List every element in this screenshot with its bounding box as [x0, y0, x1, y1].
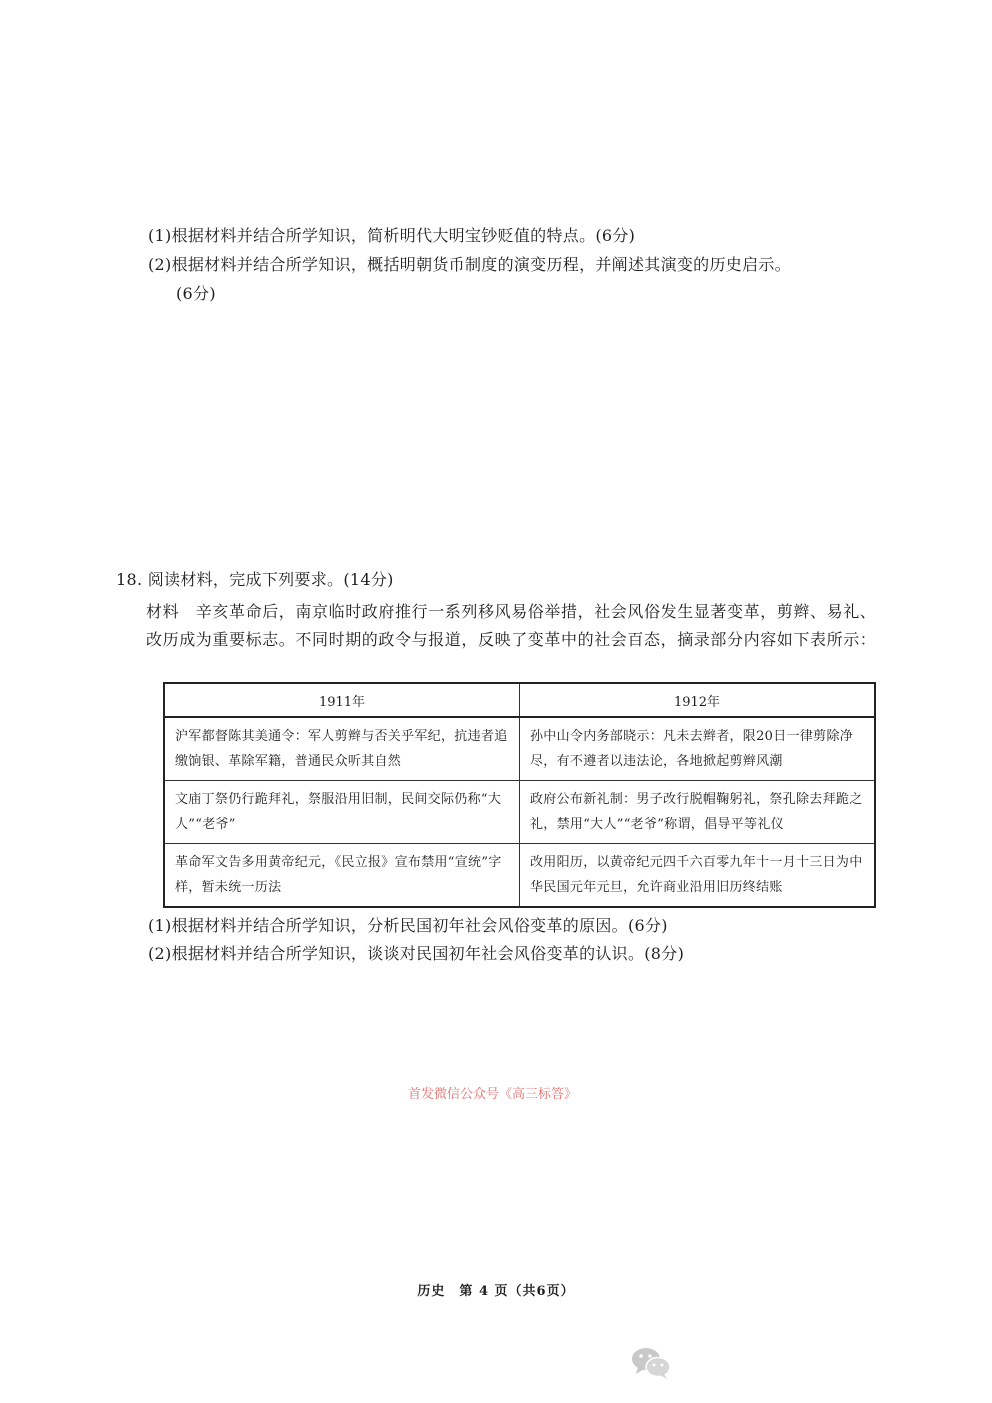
- watermark-text: 首发微信公众号《高三标答》: [408, 1087, 578, 1102]
- table-cell: 沪军都督陈其美通令：军人剪辫与否关乎军纪，抗违者追缴饷银、革除军籍，普通民众听其自然: [164, 717, 520, 781]
- q18-subquestion-1: (1)根据材料并结合所学知识，分析民国初年社会风俗变革的原因。(6分): [148, 916, 668, 935]
- table-header-1911: 1911年: [164, 683, 520, 717]
- table-cell: 革命军文告多用黄帝纪元，《民立报》宣布禁用“宣统”字样，暂未统一历法: [164, 844, 520, 908]
- q18-subquestion-2: (2)根据材料并结合所学知识，谈谈对民国初年社会风俗变革的认识。(8分): [148, 944, 685, 963]
- table-header-row: [164, 683, 875, 717]
- table-row: [164, 844, 875, 908]
- q18-title: 18. 阅读材料，完成下列要求。(14分): [116, 570, 394, 589]
- q17-subquestion-2: (2)根据材料并结合所学知识，概括明朝货币制度的演变历程，并阐述其演变的历史启示。: [148, 255, 791, 274]
- page-footer: 历史 第 4 页（共6页）: [417, 1284, 575, 1299]
- q18-material: 材料 辛亥革命后，南京临时政府推行一系列移风易俗举措，社会风俗发生显著变革，剪辫、易礼、改历成为重要标志。不同时期的政令与报道，反映了变革中的社会百态，摘录部分内容如下表所示：: [146, 602, 877, 649]
- table-row: [164, 781, 875, 844]
- table-cell: 政府公布新礼制：男子改行脱帽鞠躬礼，祭孔除去拜跪之礼，禁用“大人”“老爷”称谓，倡导平等礼仪: [520, 781, 876, 844]
- table-row: [164, 717, 875, 781]
- q17-subquestion-1: (1)根据材料并结合所学知识，简析明代大明宝钞贬值的特点。(6分): [148, 226, 636, 245]
- q17-subquestion-2-points: (6分): [176, 284, 216, 303]
- table-cell: 改用阳历，以黄帝纪元四千六百零九年十一月十三日为中华民国元年元旦，允许商业沿用旧历终结账: [520, 844, 876, 908]
- table-cell: 文庙丁祭仍行跪拜礼，祭服沿用旧制，民间交际仍称“大人”“老爷”: [164, 781, 520, 844]
- wechat-icon: [630, 1345, 672, 1381]
- comparison-table: [163, 682, 876, 908]
- table-cell: 孙中山令内务部晓示：凡未去辫者，限20日一律剪除净尽，有不遵者以违法论，各地掀起剪辫风潮: [520, 717, 876, 781]
- table-header-1912: 1912年: [520, 683, 876, 717]
